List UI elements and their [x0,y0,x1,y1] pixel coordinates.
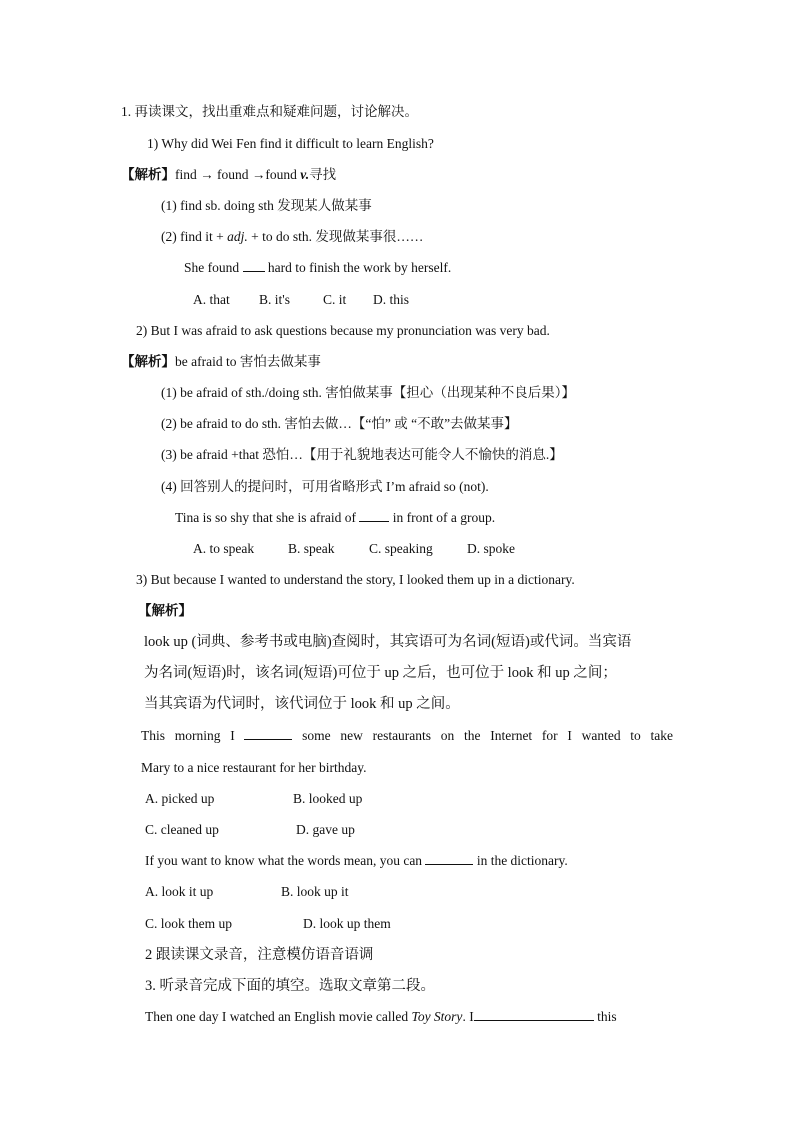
lookup-explanation-2: 为名词(短语)时，该名词(短语)可位于 up 之后，也可位于 look 和 up 之间； [144,665,617,681]
option: B. speak [288,541,335,556]
exercise-4-options-row-1 [145,883,349,901]
answer-blank[interactable] [474,1008,594,1021]
answer-blank[interactable] [425,852,473,865]
analysis-2: 【解析】be afraid to 害怕去做某事 [121,354,321,369]
option: C. speaking [369,541,433,556]
exercise-2-options [193,540,515,558]
exercise-4-options-row-2 [145,915,391,933]
option: B. look up it [281,884,349,899]
analysis-1: 【解析】find → found →found v.寻找 [121,167,337,182]
usage-afraid-4: (4) 回答别人的提问时，可用省略形式 I’m afraid so (not). [161,479,489,494]
analysis-tag: 【解析】 [121,167,175,182]
usage-find-2: (2) find it + adj. + to do sth. 发现做某事很…… [161,229,424,244]
lookup-explanation-1: look up (词典、参考书或电脑)查阅时，其宾语可为名词(短语)或代词。当宾语 [144,634,632,650]
exercise-3-options-row-1 [145,790,362,808]
answer-blank[interactable] [244,727,292,740]
exercise-2-sentence: Tina is so shy that she is afraid of in front of a group. [175,510,496,525]
exercise-3-options-row-2 [145,821,355,839]
option: D. gave up [296,822,355,837]
exercise-1-options [193,291,409,309]
exercise-3-sentence-line-1: This morning I some new restaurants on the Internet for I wanted to take [141,728,674,743]
option: C. it [323,292,347,307]
option: A. to speak [193,541,255,556]
answer-blank[interactable] [359,509,389,522]
usage-afraid-2: (2) be afraid to do sth. 害怕去做…【“怕” 或 “不敢”去做某事】 [161,416,518,431]
question-1: 1) Why did Wei Fen find it difficult to learn English? [147,136,434,151]
option: C. cleaned up [145,822,219,837]
question-3: 3) But because I wanted to understand the story, I looked them up in a dictionary. [136,572,575,587]
movie-title: Toy Story [411,1009,463,1024]
usage-afraid-3: (3) be afraid +that 恐怕…【用于礼貌地表达可能令人不愉快的消息.】 [161,447,563,462]
usage-find-1: (1) find sb. doing sth 发现某人做某事 [161,198,372,213]
analysis-tag: 【解析】 [138,603,192,618]
section-1-heading: 1. 再读课文，找出重难点和疑难问题，讨论解决。 [121,104,418,119]
option: A. that [193,292,230,307]
option: A. picked up [145,791,215,806]
exercise-1-sentence: She found hard to finish the work by herself. [184,260,452,275]
option: B. looked up [293,791,363,806]
option: D. look up them [303,916,391,931]
section-2-heading: 2 跟读课文录音，注意模仿语音语调 [145,947,374,963]
usage-afraid-1: (1) be afraid of sth./doing sth. 害怕做某事【担心（出现某种不良后果）】 [161,385,575,400]
question-2: 2) But I was afraid to ask questions because my pronunciation was very bad. [136,323,550,338]
exercise-3-sentence-line-2: Mary to a nice restaurant for her birthday. [141,760,367,775]
option: D. spoke [467,541,515,556]
lookup-explanation-3: 当其宾语为代词时，该代词位于 look 和 up 之间。 [144,696,460,712]
section-3-heading: 3. 听录音完成下面的填空。选取文章第二段。 [145,978,435,994]
analysis-tag: 【解析】 [121,354,175,369]
option: A. look it up [145,884,214,899]
option: C. look them up [145,916,232,931]
exercise-4-sentence: If you want to know what the words mean, you can in the dictionary. [145,853,568,868]
option: D. this [373,292,410,307]
listening-fill-in-line: Then one day I watched an English movie called Toy Story. I this [145,1009,617,1024]
answer-blank[interactable] [243,259,265,272]
option: B. it's [259,292,290,307]
